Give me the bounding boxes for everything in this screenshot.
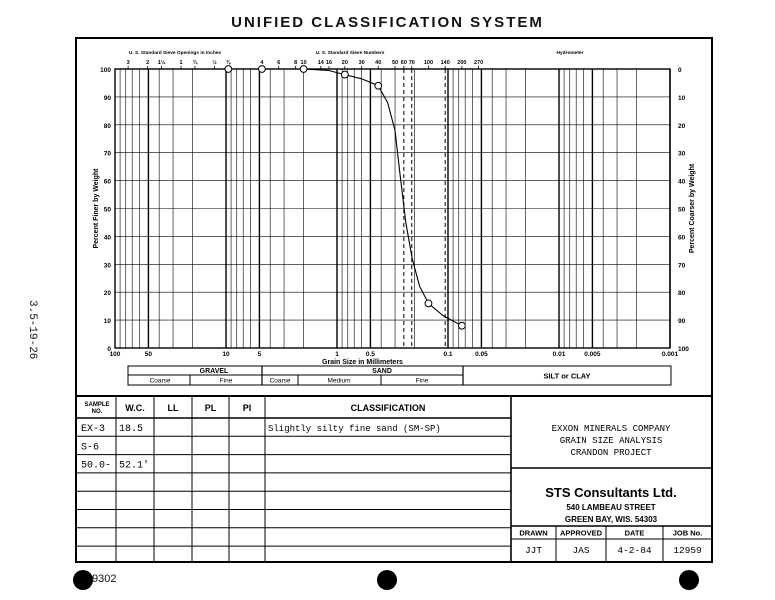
x-tick-label: 0.001: [661, 351, 679, 358]
sieve-number-label: 30: [358, 60, 365, 66]
sieve-number-label: 4: [260, 60, 264, 66]
y2-tick-label: 0: [678, 67, 682, 74]
signoff-value: JAS: [572, 545, 590, 556]
project-line: CRANDON PROJECT: [570, 448, 652, 458]
grain-size-chart: [93, 50, 696, 385]
y2-axis-title: Percent Coarser by Weight: [689, 163, 696, 254]
sieve-inch-label: 1½: [157, 60, 166, 66]
table-cell: 52.1': [119, 460, 150, 472]
project-line: EXXON MINERALS COMPANY: [551, 424, 671, 434]
y-tick-label: 50: [103, 206, 111, 214]
y2-tick-label: 40: [678, 178, 686, 186]
sieve-inch-label: ⅜: [226, 60, 231, 66]
data-point: [300, 66, 307, 73]
table-cell: 50.0-: [81, 460, 112, 472]
y-tick-label: 60: [103, 178, 111, 186]
sieve-number-label: 100: [423, 60, 434, 66]
x-tick-label: 50: [144, 351, 153, 358]
sheet-frame: [76, 38, 712, 562]
sand-label: SAND: [372, 368, 392, 375]
table-header-cell: SAMPLE: [84, 402, 110, 408]
sieve-inch-label: 2: [146, 60, 150, 66]
data-point: [425, 300, 432, 307]
data-table: [77, 396, 712, 562]
top-axis-numbers-title: U. S. Standard Sieve Numbers: [315, 51, 385, 56]
y-tick-label: 30: [103, 262, 111, 270]
sieve-number-label: 40: [375, 60, 382, 66]
sieve-inch-label: 1: [179, 60, 183, 66]
side-note: 3.5-19-26: [26, 300, 38, 360]
sieve-number-label: 200: [457, 60, 467, 66]
table-header-cell: PL: [204, 403, 217, 413]
sieve-number-label: 20: [341, 60, 348, 66]
table-header-cell: CLASSIFICATION: [350, 403, 426, 413]
sieve-number-label: 270: [474, 60, 484, 66]
data-point: [341, 71, 348, 78]
y-tick-label: 100: [100, 67, 111, 74]
binder-hole-left: [73, 570, 93, 590]
data-point: [375, 82, 382, 89]
project-line: GRAIN SIZE ANALYSIS: [559, 436, 663, 446]
sieve-number-label: 70: [408, 60, 415, 66]
data-point: [258, 66, 265, 73]
info-block: [511, 424, 712, 562]
footer-number: 9302: [92, 573, 117, 585]
y2-tick-label: 10: [678, 94, 686, 102]
y-tick-label: 80: [103, 122, 111, 130]
x-tick-label: 0.05: [475, 351, 488, 358]
silt-clay-label: SILT or CLAY: [543, 371, 591, 381]
sieve-number-label: 50: [391, 60, 399, 66]
y2-tick-label: 50: [678, 206, 686, 214]
y2-tick-label: 30: [678, 150, 686, 158]
gravel-label: GRAVEL: [199, 368, 229, 375]
x-tick-label: 0.01: [552, 351, 566, 358]
signoff-header: DRAWN: [519, 528, 548, 538]
x-tick-label: 100: [109, 351, 121, 358]
y2-tick-label: 80: [678, 290, 686, 298]
sieve-number-label: 14: [317, 60, 324, 66]
gradation-curve: [228, 69, 462, 326]
y2-tick-label: 60: [678, 234, 686, 242]
y-axis-title: Percent Finer by Weight: [93, 168, 100, 249]
sieve-number-label: 10: [300, 60, 307, 66]
sieve-inch-label: 3: [126, 60, 130, 66]
sieve-number-label: 6: [277, 60, 281, 66]
x-tick-label: 0.5: [365, 351, 375, 358]
signoff-value: 12959: [673, 545, 702, 556]
binder-hole-center: [377, 570, 397, 590]
table-header-cell: W.C.: [125, 403, 145, 413]
sieve-number-label: 8: [294, 60, 298, 66]
company-street: 540 LAMBEAU STREET: [566, 503, 656, 512]
hydrometer-label: Hydrometer: [556, 51, 584, 56]
y2-tick-label: 70: [678, 262, 686, 270]
y2-tick-label: 100: [678, 346, 689, 353]
sand-medium-label: Medium: [327, 377, 351, 385]
x-tick-label: 5: [257, 351, 262, 358]
sand-coarse-label: Coarse: [269, 377, 291, 385]
signoff-header: JOB No.: [672, 528, 703, 538]
company-city: GREEN BAY, WIS. 54303: [564, 515, 658, 524]
table-cell: EX-3: [81, 424, 106, 435]
sieve-number-label: 140: [440, 60, 450, 66]
y-tick-label: 10: [103, 318, 111, 326]
top-axis-inches-title: U. S. Standard Sieve Openings in Inches: [128, 51, 222, 56]
company-name: STS Consultants Ltd.: [545, 485, 677, 500]
y-tick-label: 20: [103, 290, 111, 298]
signoff-value: JJT: [524, 545, 543, 556]
sieve-number-label: 60: [400, 60, 407, 66]
table-header-cell: LL: [167, 403, 179, 413]
y-tick-label: 40: [103, 234, 111, 242]
sieve-inch-label: ½: [212, 60, 217, 66]
table-header-cell: PI: [242, 403, 252, 413]
signoff-value: 4-2-84: [617, 545, 652, 556]
y-tick-label: 70: [103, 150, 111, 158]
table-cell: S-6: [81, 442, 100, 454]
signoff-header: APPROVED: [559, 528, 603, 538]
y2-tick-label: 20: [678, 122, 686, 130]
data-point: [225, 66, 232, 73]
signoff-header: DATE: [624, 528, 645, 538]
x-tick-label: 10: [222, 351, 230, 358]
x-tick-label: 0.1: [443, 351, 453, 358]
x-axis-title: Grain Size in Millimeters: [322, 359, 403, 366]
sand-fine-label: Fine: [415, 377, 429, 385]
x-tick-label: 0.005: [584, 351, 601, 358]
table-cell: Slightly silty fine sand (SM-SP): [268, 424, 441, 434]
gravel-coarse-label: Coarse: [149, 377, 171, 385]
binder-hole-right: [679, 570, 699, 590]
page-title: UNIFIED CLASSIFICATION SYSTEM: [231, 14, 544, 31]
sieve-number-label: 16: [325, 60, 333, 66]
data-point: [458, 322, 465, 329]
table-cell: 18.5: [119, 424, 144, 435]
y-tick-label: 90: [103, 94, 111, 102]
gravel-fine-label: Fine: [219, 377, 233, 385]
table-header-cell: NO.: [91, 409, 103, 415]
y2-tick-label: 90: [678, 318, 686, 326]
x-tick-label: 1: [335, 351, 339, 358]
y-tick-label: 0: [107, 346, 111, 353]
sieve-inch-label: ¾: [192, 60, 198, 66]
